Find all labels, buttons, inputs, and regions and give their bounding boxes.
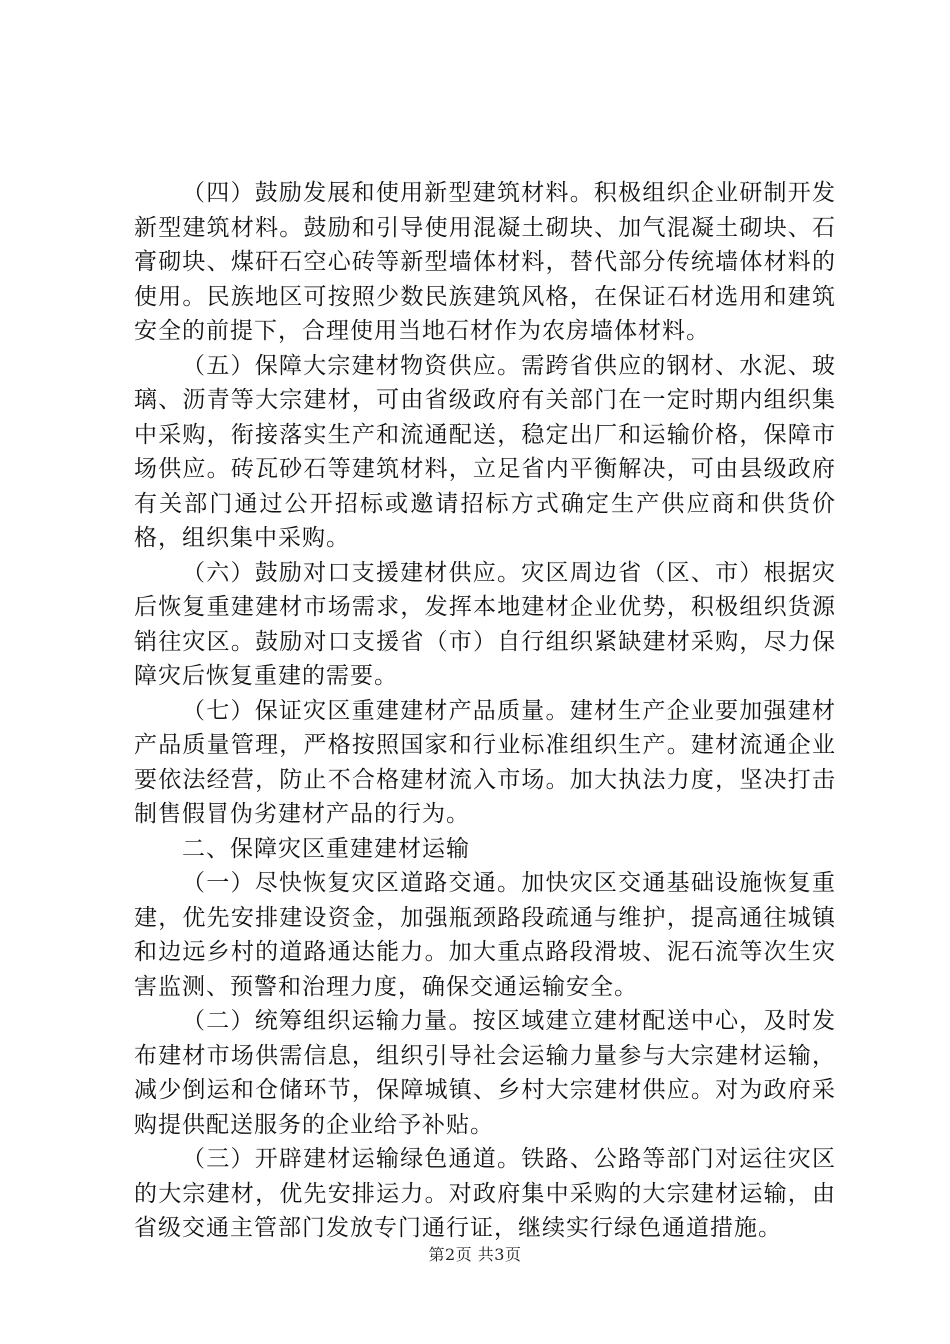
section-heading-transport: 二、保障灾区重建建材运输 [182,835,470,862]
page-footer [0,1242,950,1265]
paragraph-1-road-traffic: （一）尽快恢复灾区道路交通。加快灾区交通基础设施恢复重建，优先安排建设资金，加强瓶颈路段疏通与维护，提高通往城镇和边远乡村的道路通达能力。加大重点路段滑坡、泥石流等次生灾害监测、预警和治理力度，确保交通运输安全。 [134,870,836,1000]
page-number: 第2页 共3页 [428,1245,522,1264]
paragraph-5-bulk-supply: （五）保障大宗建材物资供应。需跨省供应的钢材、水泥、玻璃、沥青等大宗建材，可由省级政府有关部门在一定时期内组织集中采购，衔接落实生产和流通配送，稳定出厂和运输价格，保障市场供应。砖瓦砂石等建筑材料，立足省内平衡解决，可由县级政府有关部门通过公开招标或邀请招标方式确定生产供应商和供货价格，组织集中采购。 [134,352,836,551]
paragraph-6-paired-assistance: （六）鼓励对口支援建材供应。灾区周边省（区、市）根据灾后恢复重建建材市场需求，发挥本地建材企业优势，积极组织货源销往灾区。鼓励对口支援省（市）自行组织紧缺建材采购，尽力保障灾后恢复重建的需要。 [134,559,836,689]
paragraph-2-transport-capacity: （二）统筹组织运输力量。按区域建立建材配送中心，及时发布建材市场供需信息，组织引导社会运输力量参与大宗建材运输，减少倒运和仓储环节，保障城镇、乡村大宗建材供应。对为政府采购提供配送服务的企业给予补贴。 [134,1008,836,1138]
paragraph-4-building-materials: （四）鼓励发展和使用新型建筑材料。积极组织企业研制开发新型建筑材料。鼓励和引导使用混凝土砌块、加气混凝土砌块、石膏砌块、煤矸石空心砖等新型墙体材料，替代部分传统墙体材料的使用。民族地区可按照少数民族建筑风格，在保证石材选用和建筑安全的前提下，合理使用当地石材作为农房墙体材料。 [134,180,836,344]
document-body [134,176,836,1246]
paragraph-3-green-channel: （三）开辟建材运输绿色通道。铁路、公路等部门对运往灾区的大宗建材，优先安排运力。对政府集中采购的大宗建材运输，由省级交通主管部门发放专门通行证，继续实行绿色通道措施。 [134,1146,836,1241]
paragraph-7-quality: （七）保证灾区重建建材产品质量。建材生产企业要加强建材产品质量管理，严格按照国家和行业标准组织生产。建材流通企业要依法经营，防止不合格建材流入市场。加大执法力度，坚决打击制售假冒伪劣建材产品的行为。 [134,697,836,827]
